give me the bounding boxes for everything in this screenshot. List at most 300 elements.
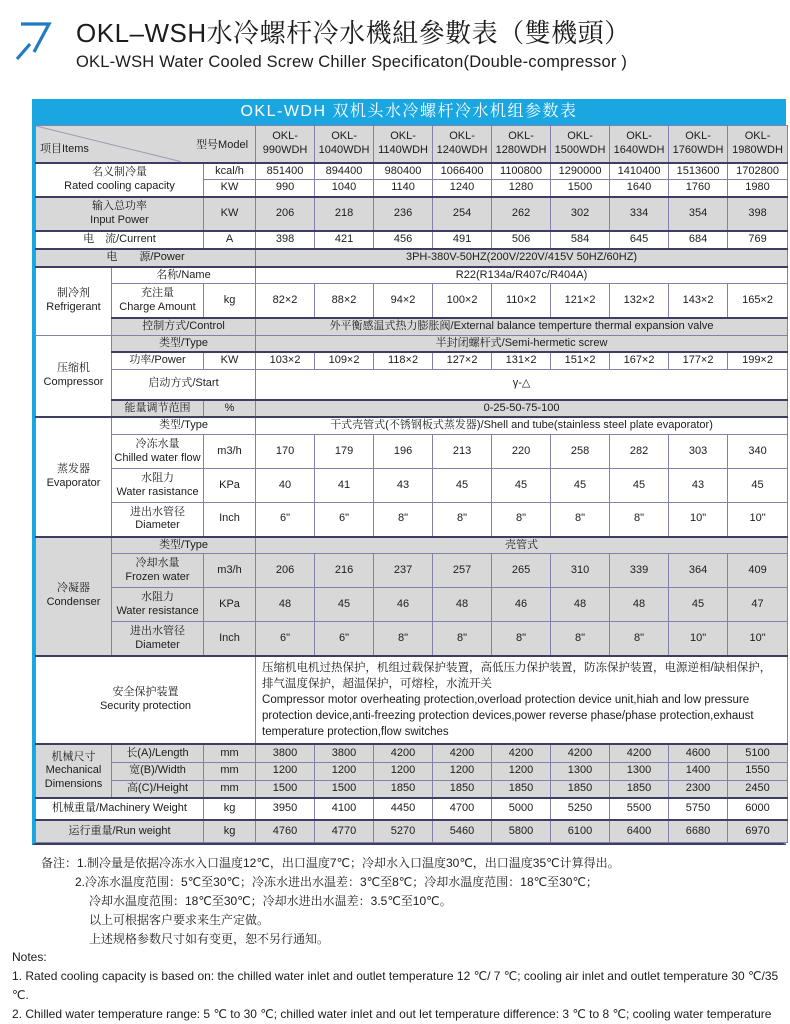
table-row bbox=[36, 744, 788, 762]
notes-en-line: Notes: bbox=[12, 950, 47, 965]
value-cell: 340 bbox=[728, 435, 788, 469]
unit-cell: mm bbox=[204, 762, 256, 780]
value-cell: 131×2 bbox=[492, 352, 551, 369]
table-row bbox=[36, 163, 788, 180]
model-header-line: 1500WDH bbox=[554, 143, 606, 156]
page-subtitle: OKL-WSH Water Cooled Screw Chiller Specificaton(Double-compressor ) bbox=[76, 53, 628, 71]
value-cell: 94×2 bbox=[374, 284, 433, 318]
notes-zh-line: 冷却水温度范围：18℃至30℃；冷却水进出水温差：3.5℃至10℃。 bbox=[89, 893, 452, 908]
value-cell: 4100 bbox=[315, 798, 374, 820]
table-row bbox=[36, 352, 788, 369]
row-label-cell bbox=[36, 197, 204, 231]
table-row bbox=[36, 249, 788, 267]
model-header-line: 1640WDH bbox=[613, 143, 665, 156]
value-cell: 4700 bbox=[433, 798, 492, 820]
notes-zh-line: 上述规格参数尺寸如有变更，恕不另行通知。 bbox=[89, 931, 330, 946]
row-label-cell bbox=[36, 163, 204, 198]
value-cell: 8" bbox=[551, 622, 610, 656]
value-cell: 110×2 bbox=[492, 284, 551, 318]
group-label-line: Evaporator bbox=[46, 476, 101, 489]
value-cell: 1640 bbox=[610, 180, 669, 197]
value-cell: 1290000 bbox=[551, 163, 610, 180]
unit-cell: A bbox=[204, 231, 256, 249]
value-cell: 48 bbox=[256, 588, 315, 622]
group-label-line: Mechanical bbox=[45, 764, 102, 777]
value-cell: 8" bbox=[492, 503, 551, 537]
table-row bbox=[36, 820, 788, 842]
group-label-line: Compressor bbox=[43, 375, 104, 388]
row-label-cell bbox=[112, 554, 204, 588]
value-cell: 282 bbox=[610, 435, 669, 469]
value-cell: 4200 bbox=[374, 744, 433, 762]
value-cell: 41 bbox=[315, 469, 374, 503]
value-cell: 258 bbox=[551, 435, 610, 469]
group-label-line: 蒸发器 bbox=[57, 463, 90, 476]
value-cell: 10" bbox=[669, 622, 728, 656]
table-row bbox=[36, 417, 788, 434]
value-cell: 143×2 bbox=[669, 284, 728, 318]
unit-cell: KW bbox=[204, 180, 256, 197]
group-label-line: Refrigerant bbox=[46, 301, 101, 313]
model-header-line: 1280WDH bbox=[495, 143, 547, 156]
unit-cell: KPa bbox=[204, 469, 256, 503]
value-cell: 4200 bbox=[492, 744, 551, 762]
span-value-cell: 3PH-380V-50HZ(200V/220V/415V 50HZ/60HZ) bbox=[256, 249, 788, 267]
unit-cell: kcal/h bbox=[204, 163, 256, 180]
value-cell: 1850 bbox=[551, 780, 610, 798]
model-header-line: OKL- bbox=[508, 130, 534, 142]
value-cell: 6" bbox=[315, 503, 374, 537]
value-cell: 199×2 bbox=[728, 352, 788, 369]
row-label-cell bbox=[112, 622, 204, 656]
row-label-line: 类型/Type bbox=[159, 336, 208, 349]
value-cell: 5000 bbox=[492, 798, 551, 820]
row-label-line: 冷冻水量 bbox=[135, 437, 180, 450]
value-cell: 40 bbox=[256, 469, 315, 503]
value-cell: 3950 bbox=[256, 798, 315, 820]
group-label-line: 冷凝器 bbox=[57, 582, 90, 595]
value-cell: 1200 bbox=[374, 762, 433, 780]
value-cell: 398 bbox=[256, 231, 315, 249]
group-label-cell bbox=[36, 537, 112, 656]
value-cell: 48 bbox=[551, 588, 610, 622]
row-label-line: 能量调节范围 bbox=[124, 401, 191, 414]
unit-cell: Inch bbox=[204, 622, 256, 656]
value-cell: 10" bbox=[728, 503, 788, 537]
row-label-cell bbox=[112, 370, 256, 400]
row-label-line: 类型/Type bbox=[159, 538, 208, 551]
row-label-cell bbox=[112, 588, 204, 622]
value-cell: 100×2 bbox=[433, 284, 492, 318]
value-cell: 220 bbox=[492, 435, 551, 469]
row-label-line: 水阻力 bbox=[141, 591, 174, 603]
unit-cell: KPa bbox=[204, 588, 256, 622]
value-cell: 310 bbox=[551, 554, 610, 588]
row-label-cell bbox=[36, 820, 204, 842]
value-cell: 262 bbox=[492, 197, 551, 231]
model-header-cell bbox=[374, 126, 433, 163]
model-header-line: 1040WDH bbox=[318, 143, 370, 156]
span-value-cell: γ-△ bbox=[256, 370, 788, 400]
value-cell: 421 bbox=[315, 231, 374, 249]
value-cell: 3800 bbox=[256, 744, 315, 762]
model-header-line: 1980WDH bbox=[732, 143, 783, 156]
page-title: OKL–WSH水冷螺杆冷水機組參數表（雙機頭） bbox=[76, 18, 631, 48]
model-header-line: OKL- bbox=[567, 130, 593, 142]
value-cell: 46 bbox=[492, 588, 551, 622]
row-label-line: Chilled water flow bbox=[114, 451, 201, 464]
value-cell: 88×2 bbox=[315, 284, 374, 318]
value-cell: 196 bbox=[374, 435, 433, 469]
model-header-cell bbox=[610, 126, 669, 163]
table-row bbox=[36, 284, 788, 318]
model-header-line: OKL- bbox=[449, 130, 475, 142]
value-cell: 456 bbox=[374, 231, 433, 249]
table-banner: OKL-WDH 双机头水冷螺杆冷水机组参数表 bbox=[35, 99, 783, 125]
table-row bbox=[36, 267, 788, 284]
value-cell: 10" bbox=[728, 622, 788, 656]
model-header-line: 1240WDH bbox=[436, 143, 488, 156]
value-cell: 1760 bbox=[669, 180, 728, 197]
row-label-line: Diameter bbox=[135, 519, 180, 532]
value-cell: 1400 bbox=[669, 762, 728, 780]
row-label-line: 宽(B)/Width bbox=[129, 764, 186, 777]
row-label-line: 输入总功率 bbox=[92, 200, 147, 213]
span-value-cell: 壳管式 bbox=[256, 537, 788, 554]
value-cell: 170 bbox=[256, 435, 315, 469]
row-label-cell bbox=[112, 503, 204, 537]
row-label-line: 启动方式/Start bbox=[148, 377, 219, 390]
value-cell: 265 bbox=[492, 554, 551, 588]
value-cell: 179 bbox=[315, 435, 374, 469]
notes-en-line: 1. Rated cooling capacity is based on: the chilled water inlet and outlet temperature 12 ℃/ 7 ℃; cooling air inlet and outlet temperature 30 ℃/35 ℃. bbox=[12, 969, 779, 1003]
value-cell: 1200 bbox=[315, 762, 374, 780]
table-row bbox=[36, 762, 788, 780]
row-label-cell bbox=[112, 469, 204, 503]
value-cell: 8" bbox=[610, 503, 669, 537]
value-cell: 1100800 bbox=[492, 163, 551, 180]
value-cell: 8" bbox=[551, 503, 610, 537]
value-cell: 236 bbox=[374, 197, 433, 231]
value-cell: 6100 bbox=[551, 820, 610, 842]
row-label-line: 长(A)/Length bbox=[126, 746, 189, 759]
up-right-arrow-icon bbox=[9, 19, 55, 68]
row-label-line: 电 流/Current bbox=[83, 233, 156, 245]
value-cell: 8" bbox=[433, 503, 492, 537]
table-row bbox=[36, 318, 788, 335]
value-cell: 151×2 bbox=[551, 352, 610, 369]
value-cell: 47 bbox=[728, 588, 788, 622]
value-cell: 1850 bbox=[374, 780, 433, 798]
row-label-cell bbox=[112, 400, 204, 418]
table-row bbox=[36, 780, 788, 798]
value-cell: 48 bbox=[610, 588, 669, 622]
value-cell: 5100 bbox=[728, 744, 788, 762]
value-cell: 1513600 bbox=[669, 163, 728, 180]
row-label-line: 电 源/Power bbox=[106, 250, 185, 263]
row-label-line: 控制方式/Control bbox=[142, 319, 225, 332]
table-header-row bbox=[36, 126, 788, 163]
row-label-line: Frozen water bbox=[125, 570, 190, 583]
row-label-line: 功率/Power bbox=[129, 354, 186, 367]
row-label-cell bbox=[36, 798, 204, 820]
group-label-cell bbox=[36, 335, 112, 417]
value-cell: 45 bbox=[492, 469, 551, 503]
value-cell: 1280 bbox=[492, 180, 551, 197]
value-cell: 3800 bbox=[315, 744, 374, 762]
table-row bbox=[36, 435, 788, 469]
row-label-line: Rated cooling capacity bbox=[64, 179, 175, 192]
row-label-cell bbox=[112, 284, 204, 318]
row-label-cell bbox=[112, 537, 256, 554]
unit-cell: m3/h bbox=[204, 435, 256, 469]
value-cell: 1200 bbox=[433, 762, 492, 780]
row-label-cell bbox=[36, 656, 256, 744]
unit-cell: kg bbox=[204, 798, 256, 820]
row-label-line: 运行重量/Run weight bbox=[68, 824, 171, 837]
table-row bbox=[36, 588, 788, 622]
security-text-line: 压缩机电机过热保护，机组过载保护装置，高低压力保护装置，防冻保护装置，电源逆相/缺相保护，排气温度保护，超温保护，可熔栓，水流开关 bbox=[262, 661, 772, 690]
value-cell: 4760 bbox=[256, 820, 315, 842]
row-label-line: Input Power bbox=[90, 214, 149, 226]
value-cell: 1550 bbox=[728, 762, 788, 780]
value-cell: 354 bbox=[669, 197, 728, 231]
group-label-line: Condenser bbox=[46, 596, 101, 609]
model-header-line: OKL- bbox=[744, 130, 771, 142]
value-cell: 8" bbox=[374, 622, 433, 656]
value-cell: 1240 bbox=[433, 180, 492, 197]
row-label-cell bbox=[112, 335, 256, 352]
security-text-cell bbox=[256, 656, 788, 744]
value-cell: 4600 bbox=[669, 744, 728, 762]
unit-cell: mm bbox=[204, 744, 256, 762]
table-row bbox=[36, 335, 788, 352]
value-cell: 167×2 bbox=[610, 352, 669, 369]
value-cell: 48 bbox=[433, 588, 492, 622]
value-cell: 5750 bbox=[669, 798, 728, 820]
row-label-line: 安全保护装置 bbox=[112, 686, 179, 699]
value-cell: 334 bbox=[610, 197, 669, 231]
value-cell: 6680 bbox=[669, 820, 728, 842]
value-cell: 45 bbox=[551, 469, 610, 503]
group-label-line: 压缩机 bbox=[57, 362, 90, 375]
value-cell: 216 bbox=[315, 554, 374, 588]
notes bbox=[0, 854, 790, 1024]
table-row bbox=[36, 656, 788, 744]
value-cell: 6" bbox=[256, 503, 315, 537]
model-header-line: OKL- bbox=[626, 130, 652, 142]
notes-zh-line: 备注：1.制冷量是依据冷冻水入口温度12℃，出口温度7℃；冷却水入口温度30℃，出口温度35℃计算得出。 bbox=[41, 855, 620, 870]
value-cell: 302 bbox=[551, 197, 610, 231]
corner-cell bbox=[36, 126, 256, 163]
row-label-line: 进出水管径 bbox=[130, 505, 185, 518]
unit-cell: Inch bbox=[204, 503, 256, 537]
notes-zh bbox=[0, 854, 790, 949]
row-label-line: 类型/Type bbox=[159, 419, 208, 432]
value-cell: 5800 bbox=[492, 820, 551, 842]
row-label-line: 名义制冷量 bbox=[92, 166, 147, 178]
value-cell: 1500 bbox=[256, 780, 315, 798]
table-row bbox=[36, 400, 788, 418]
value-cell: 8" bbox=[610, 622, 669, 656]
row-label-cell bbox=[112, 352, 204, 369]
value-cell: 45 bbox=[315, 588, 374, 622]
value-cell: 645 bbox=[610, 231, 669, 249]
span-value-cell: R22(R134a/R407c/R404A) bbox=[256, 267, 788, 284]
span-value-cell: 外平衡感温式热力膨胀阀/External balance temperture thermal expansion valve bbox=[256, 318, 788, 335]
value-cell: 4200 bbox=[551, 744, 610, 762]
value-cell: 1850 bbox=[492, 780, 551, 798]
unit-cell: kg bbox=[204, 820, 256, 842]
table-row bbox=[36, 370, 788, 400]
spec-grid bbox=[35, 125, 788, 843]
table-row bbox=[36, 469, 788, 503]
model-header-cell bbox=[256, 126, 315, 163]
value-cell: 1410400 bbox=[610, 163, 669, 180]
value-cell: 127×2 bbox=[433, 352, 492, 369]
corner-model-label: 型号Model bbox=[196, 138, 249, 151]
group-label-cell bbox=[36, 267, 112, 336]
value-cell: 6" bbox=[315, 622, 374, 656]
row-label-line: 高(C)/Height bbox=[126, 782, 189, 795]
value-cell: 103×2 bbox=[256, 352, 315, 369]
value-cell: 165×2 bbox=[728, 284, 788, 318]
spec-table bbox=[32, 99, 786, 845]
row-label-cell bbox=[112, 780, 204, 798]
unit-cell: % bbox=[204, 400, 256, 418]
value-cell: 1200 bbox=[256, 762, 315, 780]
value-cell: 6" bbox=[256, 622, 315, 656]
value-cell: 4200 bbox=[610, 744, 669, 762]
row-label-cell bbox=[112, 762, 204, 780]
model-header-line: OKL- bbox=[390, 130, 416, 142]
value-cell: 1140 bbox=[374, 180, 433, 197]
value-cell: 4450 bbox=[374, 798, 433, 820]
value-cell: 851400 bbox=[256, 163, 315, 180]
value-cell: 5500 bbox=[610, 798, 669, 820]
corner-items-label: 项目Items bbox=[40, 142, 89, 155]
value-cell: 364 bbox=[669, 554, 728, 588]
row-label-line: Diameter bbox=[135, 638, 180, 651]
value-cell: 2450 bbox=[728, 780, 788, 798]
value-cell: 4770 bbox=[315, 820, 374, 842]
value-cell: 206 bbox=[256, 197, 315, 231]
row-label-cell bbox=[112, 417, 256, 434]
row-label-cell bbox=[112, 744, 204, 762]
model-header-line: OKL- bbox=[331, 130, 357, 142]
model-header-cell bbox=[669, 126, 728, 163]
value-cell: 82×2 bbox=[256, 284, 315, 318]
span-value-cell: 0-25-50-75-100 bbox=[256, 400, 788, 418]
value-cell: 1702800 bbox=[728, 163, 788, 180]
group-label-line: Dimensions bbox=[44, 778, 103, 791]
value-cell: 109×2 bbox=[315, 352, 374, 369]
value-cell: 8" bbox=[374, 503, 433, 537]
model-header-line: 1140WDH bbox=[378, 143, 428, 156]
value-cell: 43 bbox=[669, 469, 728, 503]
row-label-cell bbox=[112, 267, 256, 284]
row-label-cell bbox=[112, 435, 204, 469]
value-cell: 769 bbox=[728, 231, 788, 249]
table-row bbox=[36, 231, 788, 249]
group-label-cell bbox=[36, 417, 112, 536]
value-cell: 1850 bbox=[610, 780, 669, 798]
model-header-cell bbox=[433, 126, 492, 163]
model-header-cell bbox=[315, 126, 374, 163]
unit-cell: KW bbox=[204, 197, 256, 231]
table-row bbox=[36, 197, 788, 231]
row-label-cell bbox=[36, 231, 204, 249]
model-header-line: OKL- bbox=[272, 130, 298, 142]
value-cell: 218 bbox=[315, 197, 374, 231]
value-cell: 398 bbox=[728, 197, 788, 231]
notes-en-line: 2. Chilled water temperature range: 5 ℃ to 30 ℃; chilled water inlet and out let temperature difference: 3 ℃ to 8 ℃; cooling water temperature bbox=[12, 1007, 772, 1022]
value-cell: 5250 bbox=[551, 798, 610, 820]
value-cell: 584 bbox=[551, 231, 610, 249]
value-cell: 10" bbox=[669, 503, 728, 537]
value-cell: 237 bbox=[374, 554, 433, 588]
value-cell: 45 bbox=[728, 469, 788, 503]
value-cell: 303 bbox=[669, 435, 728, 469]
model-header-cell bbox=[728, 126, 788, 163]
value-cell: 254 bbox=[433, 197, 492, 231]
table-row bbox=[36, 537, 788, 554]
group-label-line: 制冷剂 bbox=[57, 287, 90, 300]
value-cell: 506 bbox=[492, 231, 551, 249]
value-cell: 5460 bbox=[433, 820, 492, 842]
value-cell: 45 bbox=[433, 469, 492, 503]
notes-zh-line: 以上可根据客户要求来生产定做。 bbox=[89, 912, 270, 927]
value-cell: 1300 bbox=[551, 762, 610, 780]
value-cell: 43 bbox=[374, 469, 433, 503]
row-label-line: Water rasistance bbox=[116, 485, 199, 498]
value-cell: 132×2 bbox=[610, 284, 669, 318]
value-cell: 1040 bbox=[315, 180, 374, 197]
row-label-line: 名称/Name bbox=[156, 268, 211, 281]
group-label-cell bbox=[36, 744, 112, 798]
value-cell: 45 bbox=[610, 469, 669, 503]
value-cell: 121×2 bbox=[551, 284, 610, 318]
row-label-line: 水阻力 bbox=[141, 471, 174, 484]
value-cell: 8" bbox=[492, 622, 551, 656]
value-cell: 5270 bbox=[374, 820, 433, 842]
span-value-cell: 干式壳管式(不锈钢板式蒸发器)/Shell and tube(stainless steel plate evaporator) bbox=[256, 417, 788, 434]
row-label-line: 充注量 bbox=[141, 286, 174, 299]
row-label-line: 机械重量/Machinery Weight bbox=[52, 802, 187, 815]
row-label-line: 冷却水量 bbox=[135, 557, 180, 569]
value-cell: 1980 bbox=[728, 180, 788, 197]
row-label-line: Security protection bbox=[99, 699, 192, 712]
value-cell: 409 bbox=[728, 554, 788, 588]
value-cell: 6400 bbox=[610, 820, 669, 842]
value-cell: 213 bbox=[433, 435, 492, 469]
value-cell: 4200 bbox=[433, 744, 492, 762]
unit-cell: mm bbox=[204, 780, 256, 798]
value-cell: 1500 bbox=[551, 180, 610, 197]
span-value-cell: 半封闭螺杆式/Semi-hermetic screw bbox=[256, 335, 788, 352]
model-header-line: OKL- bbox=[685, 130, 711, 142]
row-label-cell bbox=[112, 318, 256, 335]
row-label-cell bbox=[36, 249, 256, 267]
value-cell: 894400 bbox=[315, 163, 374, 180]
table-row bbox=[36, 622, 788, 656]
value-cell: 118×2 bbox=[374, 352, 433, 369]
value-cell: 206 bbox=[256, 554, 315, 588]
value-cell: 257 bbox=[433, 554, 492, 588]
value-cell: 1850 bbox=[433, 780, 492, 798]
model-header-cell bbox=[492, 126, 551, 163]
value-cell: 1500 bbox=[315, 780, 374, 798]
